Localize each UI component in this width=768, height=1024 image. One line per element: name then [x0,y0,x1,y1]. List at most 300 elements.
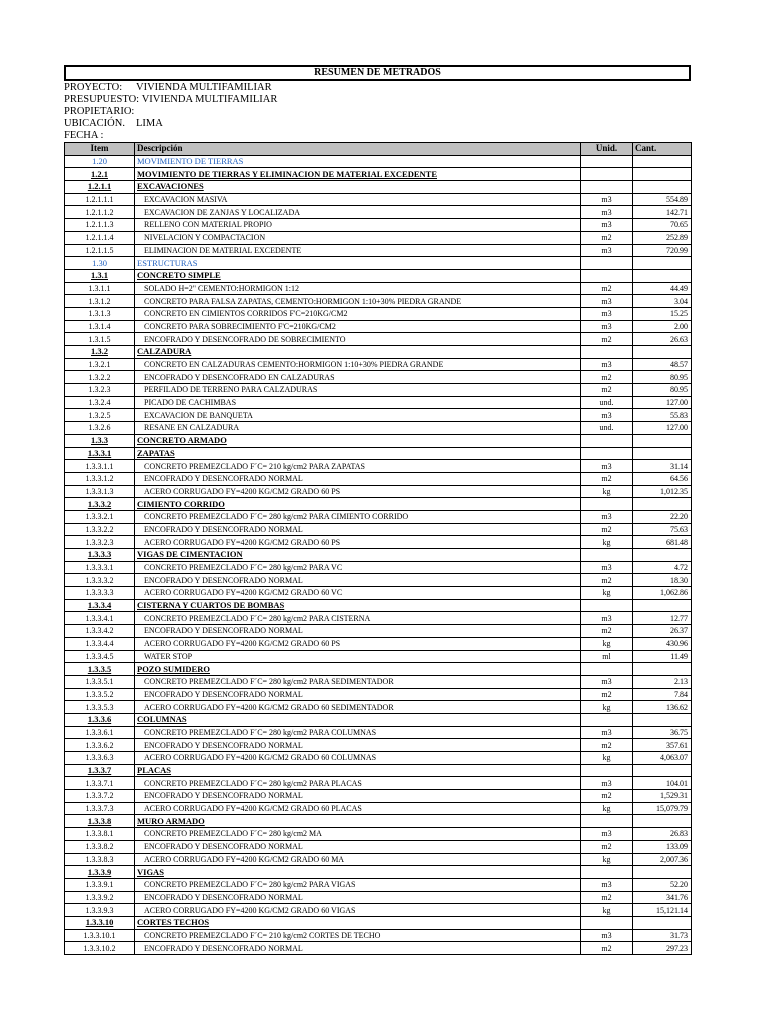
description-cell: CONCRETO PREMEZCLADO F´C= 280 kg/cm2 PARA PLACAS [135,777,581,790]
header-label: PROPIETARIO: [64,106,135,117]
table-row [65,587,692,600]
quantity-cell [633,168,692,181]
quantity-cell: 430.96 [633,637,692,650]
table-row [65,358,692,371]
item-cell: 1.3.3.2.3 [65,536,135,549]
header-presupuesto [64,94,691,106]
description-cell: CALZADURA [135,346,581,359]
unit-cell: m3 [581,244,633,257]
unit-cell [581,549,633,562]
table-row [65,498,692,511]
table-row [65,422,692,435]
quantity-cell: 11.49 [633,650,692,663]
description-cell: ENCOFRADO Y DESENCOFRADO NORMAL [135,574,581,587]
table-row [65,663,692,676]
quantity-cell: 252.89 [633,231,692,244]
item-cell: 1.3.3.8 [65,815,135,828]
item-cell: 1.3.1.5 [65,333,135,346]
description-cell: ELIMINACION DE MATERIAL EXCEDENTE [135,244,581,257]
unit-cell: kg [581,802,633,815]
unit-cell [581,447,633,460]
unit-cell [581,815,633,828]
item-cell: 1.3.2.4 [65,396,135,409]
metrados-table [64,142,692,955]
item-cell: 1.3.1.2 [65,295,135,308]
description-cell: CONCRETO PREMEZCLADO F´C= 280 kg/cm2 PARA SEDIMENTADOR [135,675,581,688]
description-cell: ACERO CORRUGADO FY=4200 KG/CM2 GRADO 60 MA [135,853,581,866]
description-cell: CONCRETO PREMEZCLADO F´C= 280 kg/cm2 MA [135,828,581,841]
description-cell: CORTES TECHOS [135,916,581,929]
table-row [65,739,692,752]
quantity-cell: 681.48 [633,536,692,549]
quantity-cell: 64.56 [633,472,692,485]
unit-cell: m3 [581,295,633,308]
item-cell: 1.3.3.6.1 [65,726,135,739]
document-title: RESUMEN DE METRADOS [64,65,691,81]
quantity-cell: 12.77 [633,612,692,625]
description-cell: EXCAVACIONES [135,181,581,194]
description-cell: CIMIENTO CORRIDO [135,498,581,511]
unit-cell: m3 [581,320,633,333]
column-header-item: Item [65,143,135,156]
description-cell: CONCRETO EN CIMIENTOS CORRIDOS F'C=210KG/CM2 [135,307,581,320]
table-row [65,346,692,359]
item-cell: 1.3.3.1.3 [65,485,135,498]
header-value: VIVIENDA MULTIFAMILIAR [136,82,272,93]
item-cell: 1.3.3.2.1 [65,510,135,523]
unit-cell [581,764,633,777]
quantity-cell: 15.25 [633,307,692,320]
table-row [65,701,692,714]
quantity-cell: 4.72 [633,561,692,574]
item-cell: 1.3.2.2 [65,371,135,384]
description-cell: CISTERNA Y CUARTOS DE BOMBAS [135,599,581,612]
description-cell: COLUMNAS [135,713,581,726]
item-cell: 1.3.3.1 [65,447,135,460]
unit-cell: m2 [581,371,633,384]
description-cell: CONCRETO PREMEZCLADO F´C= 210 kg/cm2 PARA ZAPATAS [135,460,581,473]
description-cell: NIVELACION Y COMPACTACION [135,231,581,244]
item-cell: 1.2.1.1.5 [65,244,135,257]
unit-cell: m3 [581,358,633,371]
description-cell: MOVIMIENTO DE TIERRAS [135,155,581,168]
unit-cell: m3 [581,929,633,942]
description-cell: VIGAS [135,866,581,879]
unit-cell: m2 [581,790,633,803]
table-row [65,523,692,536]
description-cell: SOLADO H=2" CEMENTO:HORMIGON 1:12 [135,282,581,295]
quantity-cell: 297.23 [633,942,692,955]
description-cell: ENCOFRADO Y DESENCOFRADO DE SOBRECIMIENTO [135,333,581,346]
table-row [65,269,692,282]
item-cell: 1.2.1.1.1 [65,193,135,206]
unit-cell: kg [581,904,633,917]
item-cell: 1.3.3.5.2 [65,688,135,701]
table-row [65,193,692,206]
item-cell: 1.3.3.9 [65,866,135,879]
unit-cell: ml [581,650,633,663]
quantity-cell: 75.63 [633,523,692,536]
description-cell: EXCAVACION DE ZANJAS Y LOCALIZADA [135,206,581,219]
unit-cell: m2 [581,384,633,397]
table-row [65,181,692,194]
description-cell: ENCOFRADO Y DESENCOFRADO NORMAL [135,523,581,536]
item-cell: 1.30 [65,257,135,270]
table-row [65,295,692,308]
item-cell: 1.3.3.4 [65,599,135,612]
item-cell: 1.3.2.1 [65,358,135,371]
header-ubicacion [64,118,691,130]
unit-cell: m3 [581,219,633,232]
unit-cell [581,168,633,181]
table-row [65,574,692,587]
item-cell: 1.3.1.1 [65,282,135,295]
quantity-cell: 554.89 [633,193,692,206]
unit-cell [581,269,633,282]
quantity-cell: 31.73 [633,929,692,942]
header-proyecto [64,82,691,94]
table-row [65,168,692,181]
quantity-cell [633,181,692,194]
quantity-cell [633,549,692,562]
unit-cell: m2 [581,282,633,295]
item-cell: 1.3.3.8.1 [65,828,135,841]
item-cell: 1.2.1.1 [65,181,135,194]
quantity-cell: 15,121.14 [633,904,692,917]
quantity-cell [633,447,692,460]
table-row [65,866,692,879]
quantity-cell: 80.95 [633,371,692,384]
item-cell: 1.3.3.4.4 [65,637,135,650]
description-cell: RELLENO CON MATERIAL PROPIO [135,219,581,232]
table-row [65,460,692,473]
quantity-cell [633,498,692,511]
quantity-cell [633,764,692,777]
description-cell: ACERO CORRUGADO FY=4200 KG/CM2 GRADO 60 VC [135,587,581,600]
unit-cell [581,916,633,929]
item-cell: 1.3.3.6.2 [65,739,135,752]
description-cell: ACERO CORRUGADO FY=4200 KG/CM2 GRADO 60 COLUMNAS [135,752,581,765]
item-cell: 1.3.3.3 [65,549,135,562]
table-row [65,612,692,625]
unit-cell [581,599,633,612]
table-row [65,650,692,663]
table-row [65,878,692,891]
description-cell: CONCRETO PARA SOBRECIMIENTO F'C=210KG/CM2 [135,320,581,333]
item-cell: 1.3.3.10 [65,916,135,929]
item-cell: 1.3.3.9.3 [65,904,135,917]
unit-cell [581,866,633,879]
item-cell: 1.20 [65,155,135,168]
item-cell: 1.3.2.3 [65,384,135,397]
project-header [64,82,691,142]
table-row [65,257,692,270]
quantity-cell [633,663,692,676]
unit-cell: kg [581,853,633,866]
unit-cell: m3 [581,726,633,739]
unit-cell: m3 [581,561,633,574]
description-cell: CONCRETO ARMADO [135,434,581,447]
item-cell: 1.3.2 [65,346,135,359]
column-header-description: Descripción [135,143,581,156]
item-cell: 1.2.1.1.3 [65,219,135,232]
quantity-cell: 127.00 [633,396,692,409]
quantity-cell: 26.83 [633,828,692,841]
quantity-cell: 48.57 [633,358,692,371]
table-row [65,752,692,765]
quantity-cell: 36.75 [633,726,692,739]
item-cell: 1.2.1.1.2 [65,206,135,219]
table-row [65,244,692,257]
unit-cell: m2 [581,472,633,485]
table-row [65,802,692,815]
item-cell: 1.3.3.8.2 [65,840,135,853]
unit-cell: m3 [581,777,633,790]
item-cell: 1.3.3.5.3 [65,701,135,714]
unit-cell: m3 [581,409,633,422]
table-header-row [65,143,692,156]
table-row [65,815,692,828]
table-row [65,472,692,485]
description-cell: PICADO DE CACHIMBAS [135,396,581,409]
quantity-cell: 1,529.31 [633,790,692,803]
item-cell: 1.3.2.6 [65,422,135,435]
quantity-cell: 15,079.79 [633,802,692,815]
description-cell: ENCOFRADO Y DESENCOFRADO NORMAL [135,625,581,638]
description-cell: ACERO CORRUGADO FY=4200 KG/CM2 GRADO 60 PS [135,485,581,498]
item-cell: 1.3.3.7.3 [65,802,135,815]
description-cell: ZAPATAS [135,447,581,460]
description-cell: ACERO CORRUGADO FY=4200 KG/CM2 GRADO 60 SEDIMENTADOR [135,701,581,714]
quantity-cell: 4,063.07 [633,752,692,765]
unit-cell [581,346,633,359]
unit-cell [581,181,633,194]
quantity-cell: 1,062.86 [633,587,692,600]
description-cell: ACERO CORRUGADO FY=4200 KG/CM2 GRADO 60 PS [135,536,581,549]
quantity-cell: 127.00 [633,422,692,435]
table-row [65,549,692,562]
description-cell: VIGAS DE CIMENTACION [135,549,581,562]
table-row [65,536,692,549]
quantity-cell: 1,012.35 [633,485,692,498]
item-cell: 1.3.3.1.1 [65,460,135,473]
description-cell: ENCOFRADO Y DESENCOFRADO EN CALZADURAS [135,371,581,384]
quantity-cell [633,346,692,359]
quantity-cell: 7.84 [633,688,692,701]
unit-cell: m3 [581,878,633,891]
table-row [65,231,692,244]
item-cell: 1.2.1 [65,168,135,181]
table-row [65,891,692,904]
item-cell: 1.3.3.2.2 [65,523,135,536]
table-row [65,637,692,650]
item-cell: 1.3.3.3.3 [65,587,135,600]
table-row [65,371,692,384]
quantity-cell: 22.20 [633,510,692,523]
item-cell: 1.3.3.6.3 [65,752,135,765]
description-cell: ACERO CORRUGADO FY=4200 KG/CM2 GRADO 60 PS [135,637,581,650]
table-row [65,713,692,726]
quantity-cell [633,269,692,282]
column-header-quantity: Cant. [633,143,692,156]
table-row [65,790,692,803]
description-cell: PERFILADO DE TERRENO PARA CALZADURAS [135,384,581,397]
quantity-cell: 26.37 [633,625,692,638]
item-cell: 1.3.3 [65,434,135,447]
table-row [65,599,692,612]
unit-cell: m3 [581,307,633,320]
item-cell: 1.3.3.3.1 [65,561,135,574]
unit-cell [581,434,633,447]
quantity-cell: 70.65 [633,219,692,232]
table-body [65,155,692,954]
description-cell: RESANE EN CALZADURA [135,422,581,435]
unit-cell: m2 [581,840,633,853]
item-cell: 1.3.3.4.1 [65,612,135,625]
description-cell: ENCOFRADO Y DESENCOFRADO NORMAL [135,472,581,485]
quantity-cell: 341.76 [633,891,692,904]
quantity-cell: 3.04 [633,295,692,308]
description-cell: CONCRETO SIMPLE [135,269,581,282]
quantity-cell: 26.63 [633,333,692,346]
quantity-cell: 80.95 [633,384,692,397]
description-cell: ENCOFRADO Y DESENCOFRADO NORMAL [135,942,581,955]
description-cell: POZO SUMIDERO [135,663,581,676]
unit-cell: kg [581,536,633,549]
table-row [65,485,692,498]
description-cell: ENCOFRADO Y DESENCOFRADO NORMAL [135,790,581,803]
table-row [65,396,692,409]
unit-cell: kg [581,752,633,765]
unit-cell: m2 [581,231,633,244]
table-row [65,155,692,168]
unit-cell: m3 [581,460,633,473]
quantity-cell: 133.09 [633,840,692,853]
quantity-cell: 55.83 [633,409,692,422]
table-row [65,853,692,866]
item-cell: 1.3.3.5 [65,663,135,676]
unit-cell: m2 [581,942,633,955]
quantity-cell [633,815,692,828]
unit-cell: m3 [581,206,633,219]
table-row [65,561,692,574]
item-cell: 1.3.3.7 [65,764,135,777]
item-cell: 1.3.3.7.2 [65,790,135,803]
item-cell: 1.3.3.2 [65,498,135,511]
quantity-cell: 44.49 [633,282,692,295]
item-cell: 1.3.3.6 [65,713,135,726]
unit-cell: kg [581,637,633,650]
item-cell: 1.3.3.1.2 [65,472,135,485]
item-cell: 1.3.3.8.3 [65,853,135,866]
header-label: PRESUPUESTO: [64,94,140,105]
unit-cell: m2 [581,625,633,638]
unit-cell: kg [581,587,633,600]
unit-cell: m3 [581,193,633,206]
item-cell: 1.3.1.4 [65,320,135,333]
table-row [65,219,692,232]
unit-cell: m2 [581,333,633,346]
description-cell: PLACAS [135,764,581,777]
unit-cell: m2 [581,688,633,701]
quantity-cell [633,257,692,270]
description-cell: ENCOFRADO Y DESENCOFRADO NORMAL [135,688,581,701]
quantity-cell [633,713,692,726]
quantity-cell: 720.99 [633,244,692,257]
table-row [65,384,692,397]
item-cell: 1.3.3.5.1 [65,675,135,688]
quantity-cell: 31.14 [633,460,692,473]
table-row [65,510,692,523]
quantity-cell [633,155,692,168]
unit-cell [581,155,633,168]
description-cell: MOVIMIENTO DE TIERRAS Y ELIMINACION DE MATERIAL EXCEDENTE [135,168,581,181]
description-cell: ENCOFRADO Y DESENCOFRADO NORMAL [135,840,581,853]
unit-cell: m2 [581,739,633,752]
item-cell: 1.3.3.9.1 [65,878,135,891]
quantity-cell: 2.13 [633,675,692,688]
quantity-cell [633,916,692,929]
unit-cell: m2 [581,574,633,587]
item-cell: 1.3.1.3 [65,307,135,320]
unit-cell [581,713,633,726]
unit-cell: m3 [581,612,633,625]
header-label: PROYECTO: [64,82,123,93]
table-row [65,942,692,955]
table-row [65,320,692,333]
description-cell: MURO ARMADO [135,815,581,828]
description-cell: CONCRETO PARA FALSA ZAPATAS, CEMENTO:HORMIGON 1:10+30% PIEDRA GRANDE [135,295,581,308]
table-row [65,434,692,447]
description-cell: CONCRETO PREMEZCLADO F´C= 210 kg/cm2 CORTES DE TECHO [135,929,581,942]
unit-cell: m2 [581,891,633,904]
table-row [65,409,692,422]
quantity-cell: 2,007.36 [633,853,692,866]
description-cell: CONCRETO EN CALZADURAS CEMENTO:HORMIGON 1:10+30% PIEDRA GRANDE [135,358,581,371]
description-cell: CONCRETO PREMEZCLADO F´C= 280 kg/cm2 PARA CISTERNA [135,612,581,625]
item-cell: 1.3.1 [65,269,135,282]
unit-cell [581,257,633,270]
table-row [65,282,692,295]
header-fecha [64,130,691,142]
quantity-cell [633,434,692,447]
unit-cell: und. [581,396,633,409]
description-cell: ENCOFRADO Y DESENCOFRADO NORMAL [135,891,581,904]
table-row [65,333,692,346]
description-cell: CONCRETO PREMEZCLADO F´C= 280 kg/cm2 PARA VC [135,561,581,574]
header-label: FECHA : [64,130,104,141]
item-cell: 1.3.3.3.2 [65,574,135,587]
table-row [65,625,692,638]
description-cell: EXCAVACION DE BANQUETA [135,409,581,422]
description-cell: ENCOFRADO Y DESENCOFRADO NORMAL [135,739,581,752]
quantity-cell: 52.20 [633,878,692,891]
header-value: LIMA [136,118,163,129]
item-cell: 1.3.3.7.1 [65,777,135,790]
table-row [65,777,692,790]
item-cell: 1.3.3.10.1 [65,929,135,942]
table-row [65,840,692,853]
table-row [65,828,692,841]
description-cell: ACERO CORRUGADO FY=4200 KG/CM2 GRADO 60 VIGAS [135,904,581,917]
table-row [65,206,692,219]
unit-cell: m3 [581,510,633,523]
unit-cell: m3 [581,675,633,688]
description-cell: CONCRETO PREMEZCLADO F´C= 280 kg/cm2 PARA CIMIENTO CORRIDO [135,510,581,523]
table-row [65,904,692,917]
unit-cell: kg [581,701,633,714]
description-cell: EXCAVACION MASIVA [135,193,581,206]
